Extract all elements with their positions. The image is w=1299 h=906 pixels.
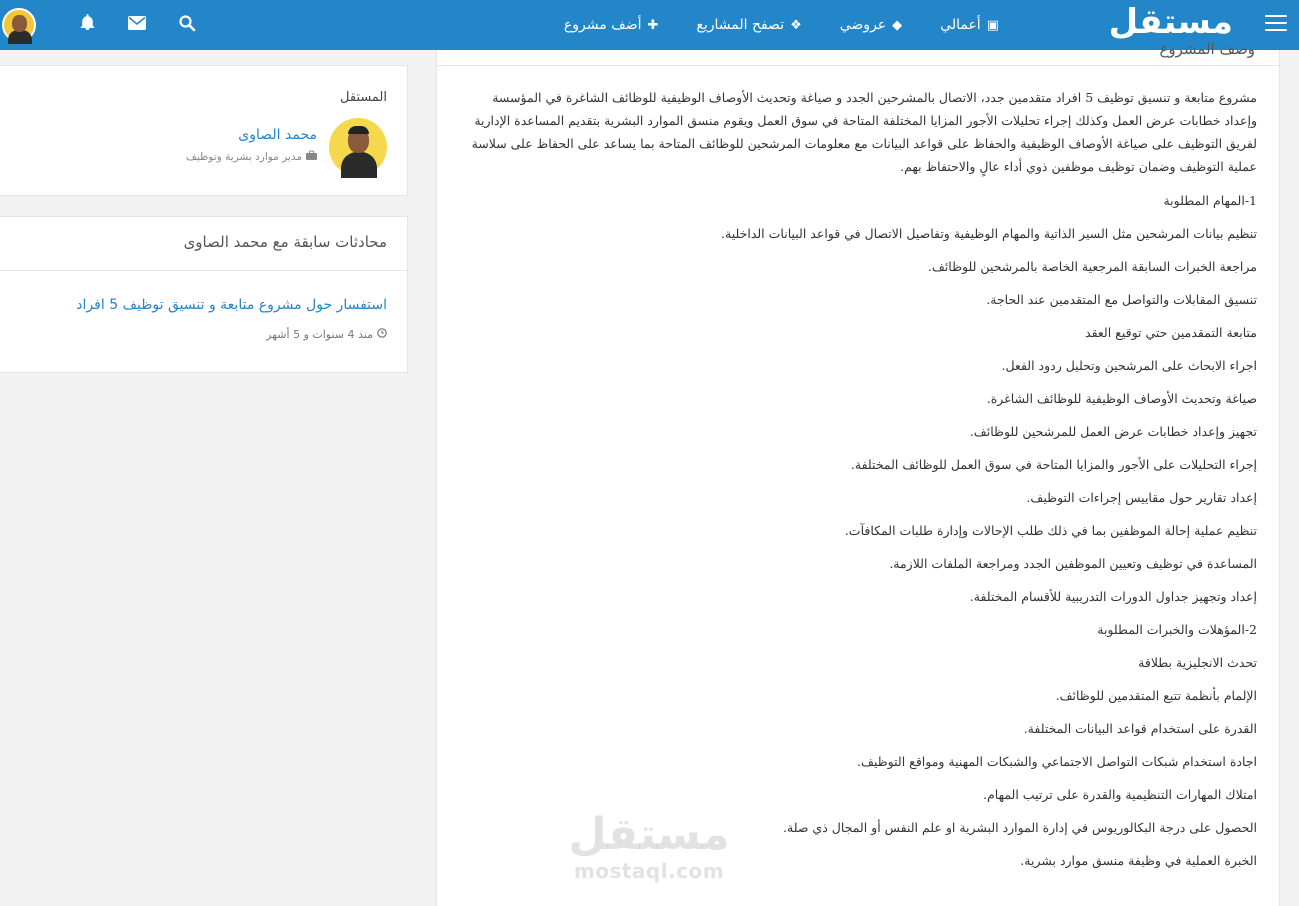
project-description-body	[437, 66, 1279, 872]
briefcase-icon	[306, 151, 317, 163]
cubes-icon: ❖	[790, 17, 802, 33]
description-paragraph: 1-المهام المطلوبة	[1163, 193, 1257, 208]
owner-card-title: المستقل	[339, 90, 387, 105]
section-title: وصف المشروع	[1159, 40, 1255, 58]
owner-role	[186, 151, 317, 163]
nav-my-bids[interactable]	[840, 17, 902, 33]
description-paragraph: صياغة وتحديث الأوصاف الوظيفية للوظائف الشاغرة.	[986, 391, 1257, 406]
owner-role-text: مدير موارد بشرية وتوظيف	[185, 151, 302, 163]
description-paragraph: متابعة التمقدمين حتي توقيع العقد	[1085, 325, 1257, 340]
description-paragraph: امتلاك المهارات التنظيمية والقدرة على ترتيب المهام.	[983, 787, 1257, 802]
nav-my-works[interactable]	[940, 17, 999, 33]
clock-icon	[377, 328, 387, 341]
conversation-time	[266, 328, 387, 341]
conversation-time-text: منذ 4 سنوات و 5 أشهر	[266, 328, 373, 341]
description-paragraph: 2-المؤهلات والخبرات المطلوبة	[1097, 622, 1257, 637]
description-paragraph: تجهيز وإعداد خطابات عرض العمل للمرشحين للوظائف.	[969, 424, 1257, 439]
description-paragraph: المساعدة في توظيف وتعيين الموظفين الجدد ومراجعة الملفات اللازمة.	[889, 556, 1257, 571]
description-paragraph: تنظيم بيانات المرشحين مثل السير الذاتية والمهام الوظيفية وتفاصيل الاتصال في قواعد البيانات الداخلية.	[721, 226, 1257, 241]
nav-browse-projects-label: تصفح المشاريع	[696, 17, 785, 33]
watermark-arabic: مستقل	[568, 809, 730, 860]
description-paragraph: تنظيم عملية إحالة الموظفين بما في ذلك طلب الإحالات وإدارة طلبات المكافآت.	[844, 523, 1257, 538]
plus-icon: ✚	[647, 17, 659, 33]
description-paragraph: إعداد وتجهيز جداول الدورات التدريبية للأقسام المختلفة.	[969, 589, 1257, 604]
conversations-title: محادثات سابقة مع محمد الصاوى	[0, 217, 407, 271]
search-icon[interactable]	[162, 15, 212, 36]
project-description-panel	[436, 40, 1280, 906]
site-logo[interactable]: مستقل	[1108, 2, 1233, 42]
description-paragraph: تحدث الانجليزية بطلاقة	[1138, 655, 1257, 670]
paragraph-list	[461, 189, 1257, 872]
description-paragraph: الحصول على درجة البكالوريوس في إدارة الموارد البشرية او علم النفس أو المجال ذي صلة.	[783, 820, 1257, 835]
nav-add-project-label: أضف مشروع	[563, 17, 642, 33]
watermark-english: mostaql.com	[573, 859, 725, 883]
project-intro: مشروع متابعة و تنسيق توظيف 5 افراد متقدمين جدد، الاتصال بالمشرحين الجدد و صياغة وتحديث الأوصاف الوظيفية للوظائف الشاغرة في المؤسسة وإعداد خطابات عرض العمل وكذلك إجراء تحليلات الأجور المزايا المختلفة المتاحة في سوق العمل ويقوم منسق الموارد البشرية بتقديم المساعدة الإدارية لفريق التوظيف على صياغة الأوصاف الوظيفية والحفاظ على قواعد البيانات مع معلومات المرشحين للوظائف المتاحة بما يساعد على الحفاظ على سلاسة عملية التوظيف وضمان توظيف موظفين ذوي أداء عالٍ والاحتفاظ بهم.	[471, 90, 1257, 174]
description-paragraph: إجراء التحليلات على الأجور والمزايا المتاحة في سوق العمل للوظائف المختلفة.	[850, 457, 1257, 472]
description-paragraph: مراجعة الخبرات السابقة المرجعية الخاصة بالمرشحين للوظائف.	[927, 259, 1257, 274]
tag-icon: ◆	[892, 17, 903, 33]
owner-name-link[interactable]: محمد الصاوى	[238, 127, 317, 143]
description-paragraph: تنسيق المقابلات والتواصل مع المتقدمين عند الحاجة.	[986, 292, 1257, 307]
mail-icon[interactable]	[112, 15, 162, 35]
description-paragraph: إعداد تقارير حول مقاييس إجراءات التوظيف.	[1026, 490, 1257, 505]
description-paragraph: الخبرة العملية في وظيفة منسق موارد بشرية.	[1020, 853, 1257, 868]
description-paragraph: القدرة على استخدام قواعد البيانات المختلفة.	[1023, 721, 1257, 736]
user-avatar[interactable]	[2, 8, 36, 42]
project-description-header	[437, 40, 1279, 66]
conversation-link[interactable]: استفسار حول مشروع متابعة و تنسيق توظيف 5 افراد	[76, 297, 387, 313]
description-paragraph: اجراء الابحاث على المرشحين وتحليل ردود الفعل.	[1001, 358, 1257, 373]
hamburger-menu-icon[interactable]	[1265, 15, 1287, 33]
nav-browse-projects[interactable]	[696, 17, 801, 33]
nav-my-bids-label: عروضي	[839, 17, 887, 33]
owner-card	[0, 65, 408, 196]
description-paragraph: الإلمام بأنظمة تتبع المتقدمين للوظائف.	[1055, 688, 1257, 703]
owner-avatar[interactable]	[329, 118, 387, 176]
briefcase-icon: ▣	[986, 17, 999, 33]
description-paragraph: اجادة استخدام شبكات التواصل الاجتماعي والشبكات المهنية ومواقع التوظيف.	[857, 754, 1257, 769]
nav-add-project[interactable]	[564, 17, 658, 33]
nav-my-works-label: أعمالي	[940, 17, 981, 33]
nav-icons	[0, 0, 212, 50]
previous-conversations-card	[0, 216, 408, 373]
bell-icon[interactable]	[62, 14, 112, 36]
